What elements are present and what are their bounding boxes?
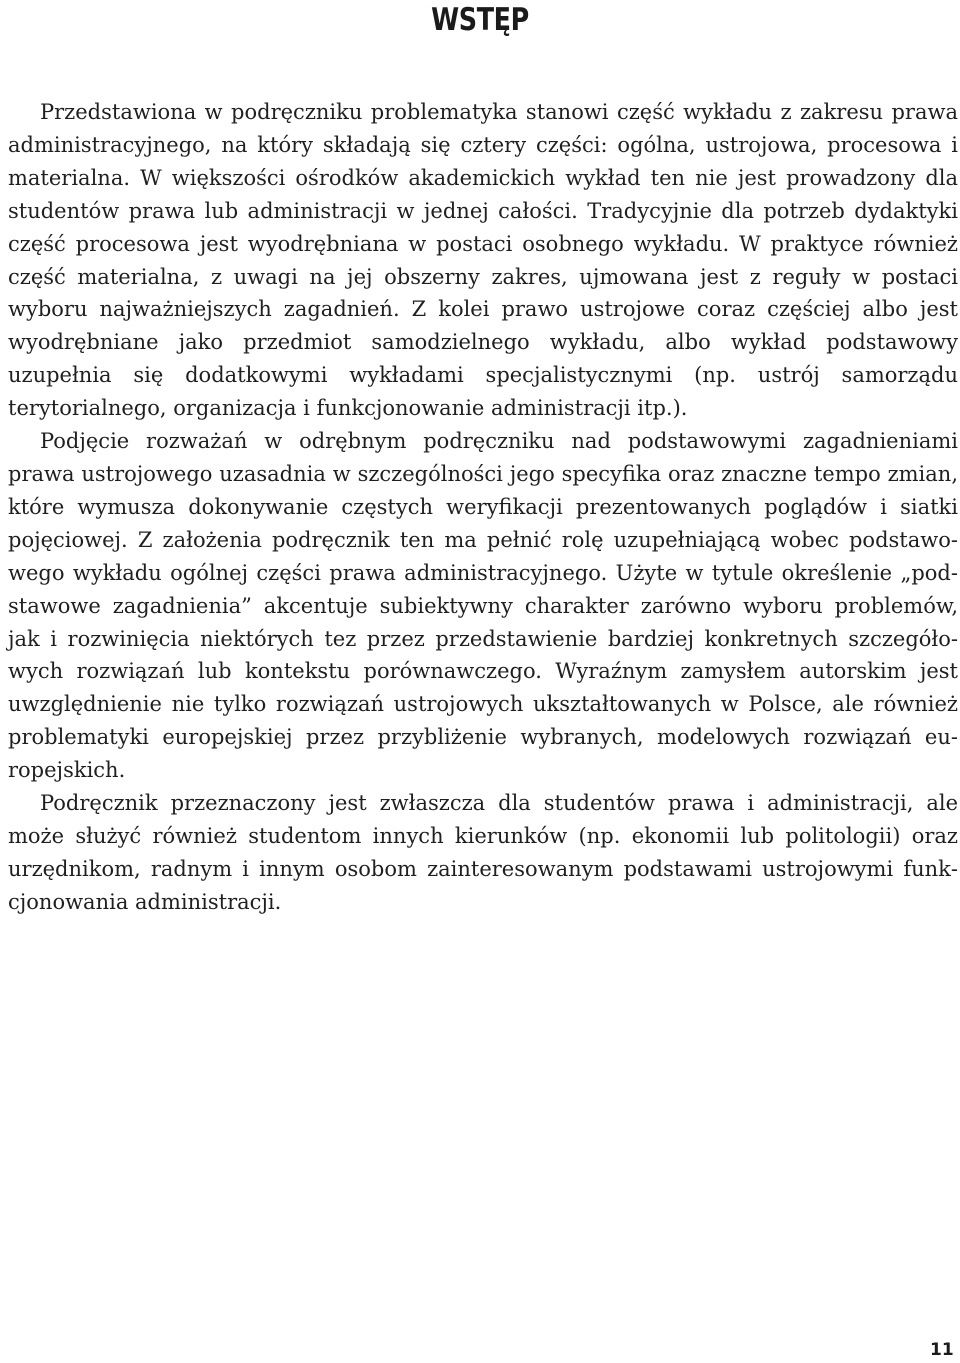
paragraph-3: Podręcznik przeznaczony jest zwłaszcza dla studentów prawa i administracji, ale może służyć również studentom innych kierunków (np. ekonomii lub politologii) oraz urzędnikom, radnym i innym osobom zainteresowanym podstawami ustrojowymi funkcjonowania administracji.	[8, 791, 958, 914]
body-text	[8, 96, 958, 919]
paragraph-2: Podjęcie rozważań w odrębnym podręczniku nad podstawowymi zagadnieniami prawa ustrojowego uzasadnia w szczególności jego specyfika oraz znaczne tempo zmian, które wymusza dokonywanie częstych weryfikacji prezentowanych poglądów i siatki pojęciowej. Z założenia podręcznik ten ma pełnić rolę uzupełniającą wobec podstawowego wykładu ogólnej części prawa administracyjnego. Użyte w tytule określenie „podstawowe zagadnienia” akcentuje subiektywny charakter zarówno wyboru problemów, jak i rozwinięcia niektórych tez przez przedstawienie bardziej konkretnych szczegółowych rozwiązań lub kontekstu porównawczego. Wyraźnym zamysłem autorskim jest uwzględnienie nie tylko rozwiązań ustrojowych ukształtowanych w Polsce, ale również problematyki europejskiej przez przybliżenie wybranych, modelowych rozwiązań europejskich.	[8, 429, 958, 783]
chapter-title: WSTĘP	[431, 2, 529, 38]
page-number: 11	[930, 1340, 954, 1360]
paragraph-1: Przedstawiona w podręczniku problematyka stanowi część wykładu z zakresu prawa administracyjnego, na który składają się cztery części: ogólna, ustrojowa, procesowa i materialna. W większości ośrodków akademickich wykład ten nie jest prowadzony dla studentów prawa lub administracji w jednej całości. Tradycyjnie dla potrzeb dydaktyki część procesowa jest wyodrębniana w postaci osobnego wykładu. W praktyce również część materialna, z uwagi na jej obszerny zakres, ujmowana jest z reguły w postaci wyboru najważniejszych zagadnień. Z kolei prawo ustrojowe coraz częściej albo jest wyodrębniane jako przedmiot samodzielnego wykładu, albo wykład podstawowy uzupełnia się dodatkowymi wykładami specjalistycznymi (np. ustrój samorządu terytorialnego, organizacja i funkcjonowanie administracji itp.).	[8, 100, 958, 421]
